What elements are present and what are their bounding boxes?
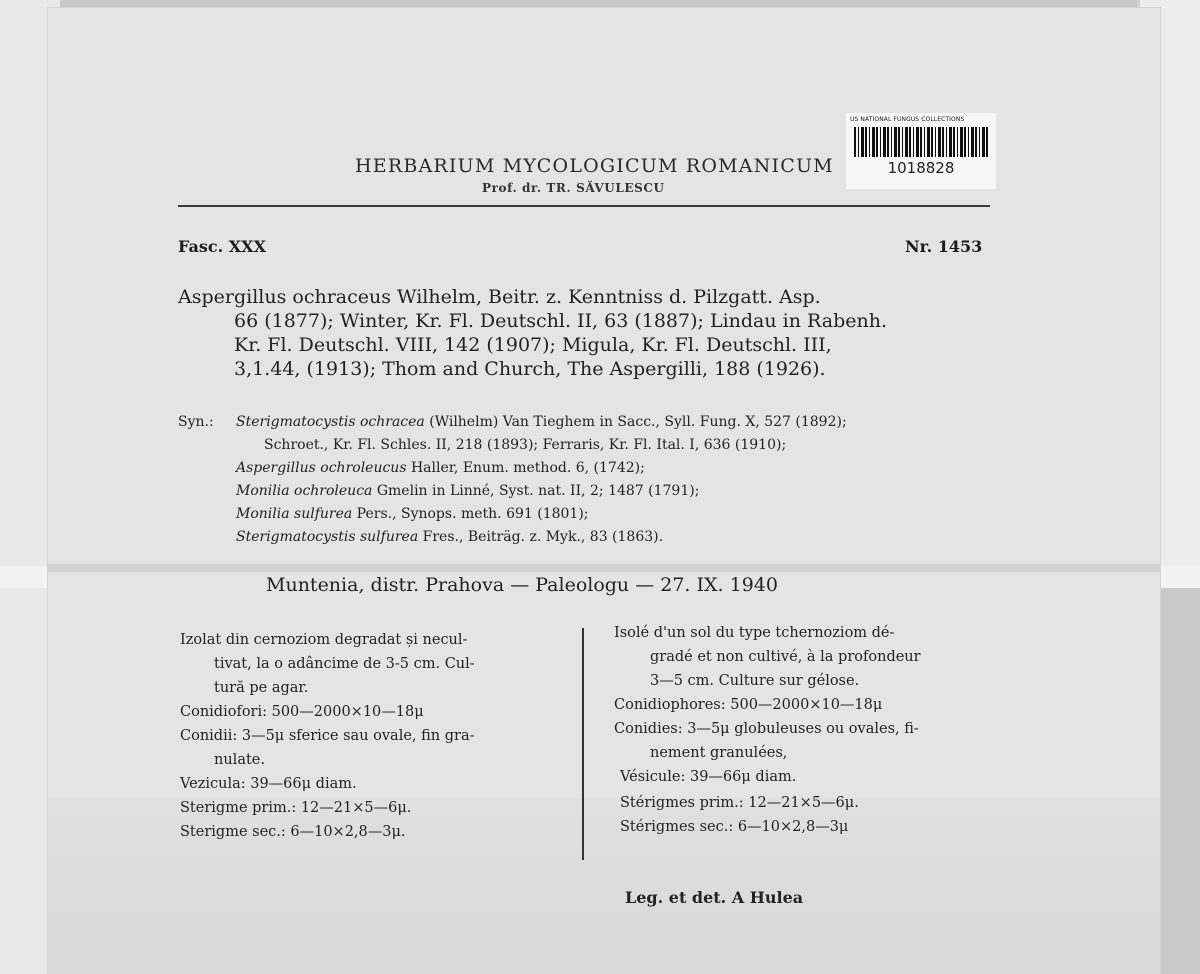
description-ro-line: Sterigme sec.: 6—10×2,8—3μ.	[180, 824, 406, 840]
taxon-line: Kr. Fl. Deutschl. VIII, 142 (1907); Migula, Kr. Fl. Deutschl. III,	[234, 334, 832, 356]
description-fr-line: Conidiophores: 500—2000×10—18μ	[614, 697, 883, 713]
description-fr-line: gradé et non cultivé, à la profondeur	[650, 649, 921, 665]
description-fr-line: 3—5 cm. Culture sur gélose.	[650, 673, 860, 689]
description-fr-line: Vésicule: 39—66μ diam.	[620, 769, 797, 785]
synonym-citation: Schroet., Kr. Fl. Schles. II, 218 (1893); Ferraris, Kr. Fl. Ital. I, 636 (1910);	[264, 437, 787, 453]
synonym-citation: Haller, Enum. method. 6, (1742);	[406, 460, 645, 476]
barcode-label	[846, 113, 996, 189]
herbarium-subtitle: Prof. dr. TR. SĂVULESCU	[482, 181, 665, 195]
synonym-line	[236, 529, 663, 545]
description-ro-line: Conidiofori: 500—2000×10—18μ	[180, 704, 424, 720]
description-ro-line: nulate.	[214, 752, 265, 768]
taxon-line: Aspergillus ochraceus Wilhelm, Beitr. z. Kenntniss d. Pilzgatt. Asp.	[178, 286, 821, 308]
synonym-line	[236, 506, 589, 522]
synonym-name: Sterigmatocystis sulfurea	[236, 529, 419, 545]
header-rule	[178, 205, 990, 207]
synonym-name: Monilia ochroleuca	[236, 483, 373, 499]
locality-line: Muntenia, distr. Prahova — Paleologu — 27. IX. 1940	[266, 574, 778, 596]
synonym-line	[236, 483, 699, 499]
taxon-line: 3,1.44, (1913); Thom and Church, The Aspergilli, 188 (1926).	[234, 358, 826, 380]
collector-line: Leg. et det. A Hulea	[625, 888, 804, 907]
description-fr-line: Isolé d'un sol du type tchernoziom dé-	[614, 625, 895, 641]
description-ro-line: tivat, la o adâncime de 3-5 cm. Cul-	[214, 656, 475, 672]
synonym-name: Monilia sulfurea	[236, 506, 353, 522]
synonym-citation: (Wilhelm) Van Tieghem in Sacc., Syll. Fung. X, 527 (1892);	[424, 414, 847, 430]
barcode-caption: US NATIONAL FUNGUS COLLECTIONS	[850, 116, 965, 123]
description-fr-line: Stérigmes prim.: 12—21×5—6μ.	[620, 795, 859, 811]
description-ro-line: Vezicula: 39—66μ diam.	[180, 776, 357, 792]
synonym-citation: Gmelin in Linné, Syst. nat. II, 2; 1487 (1791);	[372, 483, 700, 499]
synonym-citation: Fres., Beiträg. z. Myk., 83 (1863).	[418, 529, 664, 545]
description-fr-line: Stérigmes sec.: 6—10×2,8—3μ	[620, 819, 849, 835]
description-ro-line: Izolat din cernoziom degradat și necul-	[180, 632, 468, 648]
barcode-number: 1018828	[887, 159, 955, 177]
synonym-name: Sterigmatocystis ochracea	[236, 414, 425, 430]
synonyms-prefix: Syn.:	[178, 414, 214, 430]
synonym-line	[264, 437, 786, 453]
herbarium-title: HERBARIUM MYCOLOGICUM ROMANICUM	[355, 155, 834, 177]
synonym-name: Aspergillus ochroleucus	[236, 460, 407, 476]
synonym-citation: Pers., Synops. meth. 691 (1801);	[352, 506, 589, 522]
label-fold	[48, 564, 1160, 572]
synonym-line	[236, 460, 645, 476]
synonym-line	[236, 414, 847, 430]
description-ro-line: Conidii: 3—5μ sferice sau ovale, fin gra-	[180, 728, 475, 744]
description-ro-line: Sterigme prim.: 12—21×5—6μ.	[180, 800, 412, 816]
specimen-number: Nr. 1453	[905, 237, 983, 256]
taxon-line: 66 (1877); Winter, Kr. Fl. Deutschl. II, 63 (1887); Lindau in Rabenh.	[234, 310, 888, 332]
column-divider	[582, 628, 584, 860]
description-fr-line: nement granulées,	[650, 745, 788, 761]
description-fr-line: Conidies: 3—5μ globuleuses ou ovales, fi-	[614, 721, 919, 737]
barcode-icon	[854, 127, 988, 157]
description-ro-line: tură pe agar.	[214, 680, 309, 696]
fascicle-number: Fasc. XXX	[178, 237, 266, 256]
